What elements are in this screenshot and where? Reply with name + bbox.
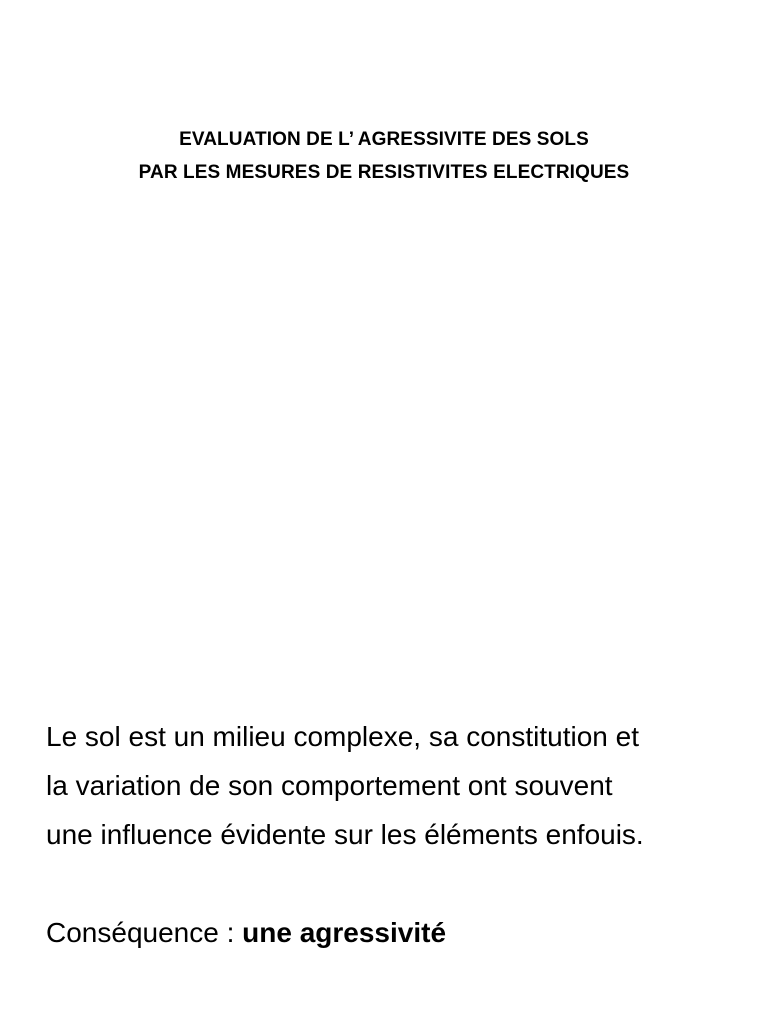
consequence-value: une agressivité <box>242 917 447 948</box>
body-line-1: Le sol est un milieu complexe, sa constitution et <box>46 721 639 752</box>
body-line-3: une influence évidente sur les éléments enfouis. <box>46 819 644 850</box>
body-line-2: la variation de son comportement ont souvent <box>46 770 613 801</box>
body-text <box>46 712 746 957</box>
consequence-label: Conséquence : <box>46 917 243 948</box>
title-line-1: EVALUATION DE L’ AGRESSIVITE DES SOLS <box>179 129 589 150</box>
consequence-line <box>46 908 746 957</box>
title-line-2: PAR LES MESURES DE RESISTIVITES ELECTRIQUES <box>138 162 630 183</box>
document-title <box>0 123 768 189</box>
